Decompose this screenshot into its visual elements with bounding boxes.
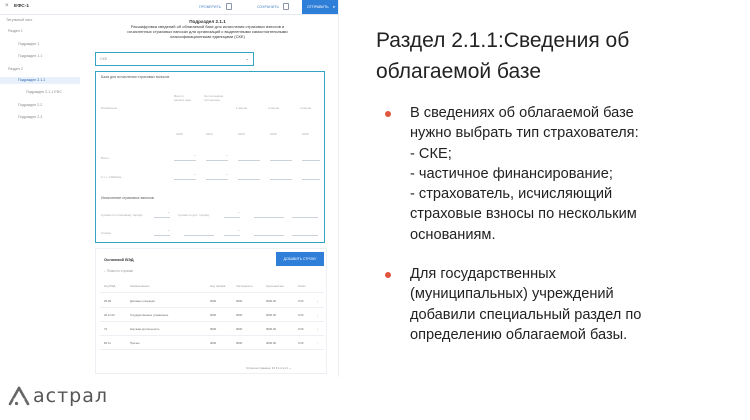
row-menu-icon[interactable]: ⋮ <box>316 341 319 345</box>
base-m3-field[interactable] <box>302 154 320 161</box>
chevron-down-icon: ⌄ <box>225 172 228 176</box>
sidebar-item-subsection-2-3[interactable]: Подраздел 2.3 <box>18 115 43 119</box>
cell-code: 26.11.02 <box>104 313 115 317</box>
cell-name: Государственное управление <box>130 313 169 317</box>
subsection-desc-1: Расшифровка сведений об облагаемой базе для исчисления страховых взносов и <box>130 24 285 29</box>
bullet-dot-icon <box>385 111 391 117</box>
cell-weight: 0000.00 <box>266 341 277 345</box>
sidebar-item-subsection-1-1[interactable]: Подраздел 1.1 <box>18 54 43 58</box>
taxable-base-form <box>95 71 325 243</box>
ske-total-field[interactable] <box>174 173 196 180</box>
save-button[interactable]: СОХРАНИТЬ <box>257 4 279 9</box>
cell-weight: 0000.00 <box>266 299 277 303</box>
table-search-input[interactable] <box>104 269 224 276</box>
astral-logo <box>8 385 108 407</box>
cell-class: 0.00 <box>298 341 304 345</box>
cell-name: Прочее <box>130 341 140 345</box>
cell-count: 0000 <box>236 313 243 317</box>
document-icon[interactable] <box>226 3 232 10</box>
col-label-month-1: 1 месяц <box>236 106 248 110</box>
bullet-line: добавили специальный раздел по <box>410 306 642 323</box>
slide-bullets <box>390 103 720 345</box>
contrib-field-3[interactable] <box>254 211 284 218</box>
chevron-down-icon: ⌄ <box>237 210 240 214</box>
cell-weight: 0000.00 <box>266 327 277 331</box>
cell-tariff: 0000 <box>210 313 217 317</box>
astral-logo-icon <box>8 386 30 406</box>
bullet-line: Для государственных <box>410 266 556 283</box>
code-0130: 0130 <box>270 132 277 136</box>
astral-logo-text: астрал <box>33 385 109 407</box>
search-icon: ⌕ <box>104 269 106 273</box>
cell-weight: 0000.00 <box>266 313 277 317</box>
subsection-title: Подраздел 2.1.1 <box>189 19 226 24</box>
chevron-down-icon: ⌄ <box>193 153 196 157</box>
cell-class: 0.00 <box>298 313 304 317</box>
sidebar-item-section-1[interactable]: Раздел 1 <box>8 29 23 33</box>
contrib-label-1: Сумма по страховому тарифу <box>101 213 143 217</box>
row-label-ske: в т.ч. СКЕ/базе <box>101 175 122 179</box>
cell-class: 0.00 <box>298 327 304 331</box>
code-0140: 0140 <box>302 132 309 136</box>
add-row-button[interactable]: ДОБАВИТЬ СТРОКУ <box>276 252 324 266</box>
col-label-month-3: 3 месяц <box>300 106 312 110</box>
base-m1-field[interactable] <box>238 154 260 161</box>
ske-3m-field[interactable] <box>206 173 228 180</box>
col-label-total: Всего с начала года <box>174 94 191 102</box>
subsection-header <box>85 19 330 39</box>
slide-title <box>376 25 726 87</box>
bullet-line: определению облагаемой базы. <box>410 326 628 343</box>
table-header-tariff: Код тарифа <box>210 284 226 288</box>
slide-title-line-1: Раздел 2.1.1:Сведения об <box>376 29 630 52</box>
table-header-code: Код ВЭД <box>104 284 116 288</box>
cell-code: 72 <box>104 327 108 331</box>
bullet-line: - частичное финансирование; <box>410 165 613 182</box>
bullet-line: нужно выбрать тип страхователя: <box>410 125 639 142</box>
col-label-month-2: 2 месяц <box>268 106 280 110</box>
sidebar-item-subsection-2-1-1[interactable]: Подраздел 2.1.1 <box>0 77 80 84</box>
chevron-down-icon: ⌄ <box>237 228 240 232</box>
cell-tariff: 0000 <box>210 327 217 331</box>
ske-m2-field[interactable] <box>270 173 292 180</box>
form-section-base: База для исчисления страховых взносов <box>101 75 170 79</box>
rate-field-5[interactable] <box>292 229 318 236</box>
cell-count: 0000 <box>236 299 243 303</box>
chevron-down-icon: ⌄ <box>193 172 196 176</box>
table-row[interactable] <box>100 336 324 350</box>
file-icon[interactable] <box>283 3 289 10</box>
contrib-label-3: Ставка <box>101 231 111 235</box>
rate-field-1[interactable] <box>154 229 170 236</box>
bullet-line: - СКЕ; <box>410 145 452 162</box>
app-screenshot <box>0 0 339 377</box>
contrib-field-1[interactable] <box>154 211 170 218</box>
ske-m3-field[interactable] <box>302 173 320 180</box>
rate-field-4[interactable] <box>254 229 284 236</box>
row-menu-icon[interactable]: ⋮ <box>316 313 319 317</box>
col-label-indicator: Показатель <box>101 106 118 110</box>
bullet-insurer-type <box>390 103 720 245</box>
bullet-line: (муниципальных) учреждений <box>410 286 614 303</box>
col-label-last-three: За последние три месяца <box>204 94 224 102</box>
bullet-text <box>410 264 720 345</box>
bullet-line: - страхователь, исчисляющий <box>410 186 613 203</box>
insurer-type-select[interactable] <box>95 52 254 66</box>
cell-tariff: 0000 <box>210 299 217 303</box>
contrib-field-4[interactable] <box>292 211 318 218</box>
send-button[interactable] <box>302 0 338 14</box>
send-icon: ➤ <box>332 5 336 9</box>
sidebar-item-title-page[interactable]: Титульный лист <box>6 18 33 22</box>
app-topbar <box>0 0 338 15</box>
row-menu-icon[interactable]: ⋮ <box>316 299 319 303</box>
subsection-desc-2: исчисленных страховых взносах для организаций с выделенными самостоятельными <box>127 29 288 34</box>
bullet-line: В сведениях об облагаемой базе <box>410 105 634 121</box>
bullet-dot-icon <box>385 272 391 278</box>
table-header-class: Класс <box>298 284 306 288</box>
chevron-down-icon: ⌄ <box>167 210 170 214</box>
chevron-down-icon: ⌄ <box>225 153 228 157</box>
bullet-state-institutions <box>390 264 720 345</box>
table-row[interactable] <box>100 294 324 308</box>
sidebar-item-subsection-1[interactable]: Подраздел 1 <box>18 42 40 46</box>
send-button-label: ОТПРАВИТЬ <box>307 5 329 9</box>
slide-title-line-2: облагаемой базе <box>376 60 541 83</box>
chevron-down-icon: ⌄ <box>245 56 249 61</box>
app-sidebar <box>0 14 80 377</box>
form-section-contrib: Исчисление страховых взносов <box>101 196 154 200</box>
cell-count: 0000 <box>236 341 243 345</box>
code-0110: 0110 <box>206 132 213 136</box>
sidebar-item-subsection-2-2[interactable]: Подраздел 2.2 <box>18 103 43 107</box>
cell-count: 0000 <box>236 327 243 331</box>
code-0100: 0100 <box>176 132 183 136</box>
table-row[interactable] <box>100 322 324 336</box>
ske-m1-field[interactable] <box>238 173 260 180</box>
code-0120: 0120 <box>238 132 245 136</box>
table-header-weight: Удельный вес <box>266 284 285 288</box>
cell-code: 25.99 <box>104 299 111 303</box>
base-total-field[interactable] <box>174 154 196 161</box>
table-header-row <box>100 279 324 293</box>
window-title: ЕФС-1 <box>14 4 30 9</box>
table-row[interactable] <box>100 308 324 322</box>
table-pager[interactable]: Строк на странице: 10 ▾ 1-4 из 4 ‹ › <box>246 366 292 370</box>
subsection-desc-3: классификационными единицами (СКЕ) <box>170 34 245 39</box>
okved-table-title: Основной ВЭД <box>104 257 134 262</box>
sidebar-item-section-2[interactable]: Раздел 2 <box>8 67 23 71</box>
close-icon[interactable]: × <box>5 3 9 9</box>
table-header-name: Наименование <box>130 284 150 288</box>
base-m2-field[interactable] <box>270 154 292 161</box>
contrib-field-2[interactable] <box>224 211 240 218</box>
bullet-line: страховые взносы по нескольким <box>410 206 637 223</box>
table-header-count: Численность <box>236 284 253 288</box>
cell-class: 0.00 <box>298 299 304 303</box>
insurer-type-value: СКЕ <box>100 57 108 61</box>
chevron-down-icon: ⌄ <box>167 228 170 232</box>
cell-tariff: 0000 <box>210 341 217 345</box>
cell-name: Научная деятельность <box>130 327 160 331</box>
check-button[interactable]: ПРОВЕРИТЬ <box>199 4 222 9</box>
bullet-line: основаниям. <box>410 226 496 243</box>
bullet-text <box>410 103 720 245</box>
contrib-label-2: Сумма по доп. тарифу <box>178 213 210 217</box>
cell-code: 84.11 <box>104 341 111 345</box>
rate-field-2[interactable] <box>184 229 214 236</box>
cell-name: Деловые операции <box>130 299 155 303</box>
table-search-placeholder: Поиск по строкам <box>106 269 133 273</box>
row-menu-icon[interactable]: ⋮ <box>316 327 319 331</box>
sidebar-item-subsection-2-1-1-efs[interactable]: Подраздел 2.1.1 ЕФС <box>26 90 62 94</box>
okved-table-panel <box>95 248 327 374</box>
rate-field-3[interactable] <box>224 229 240 236</box>
row-label-total: Всего <box>101 156 109 160</box>
base-3m-field[interactable] <box>206 154 228 161</box>
